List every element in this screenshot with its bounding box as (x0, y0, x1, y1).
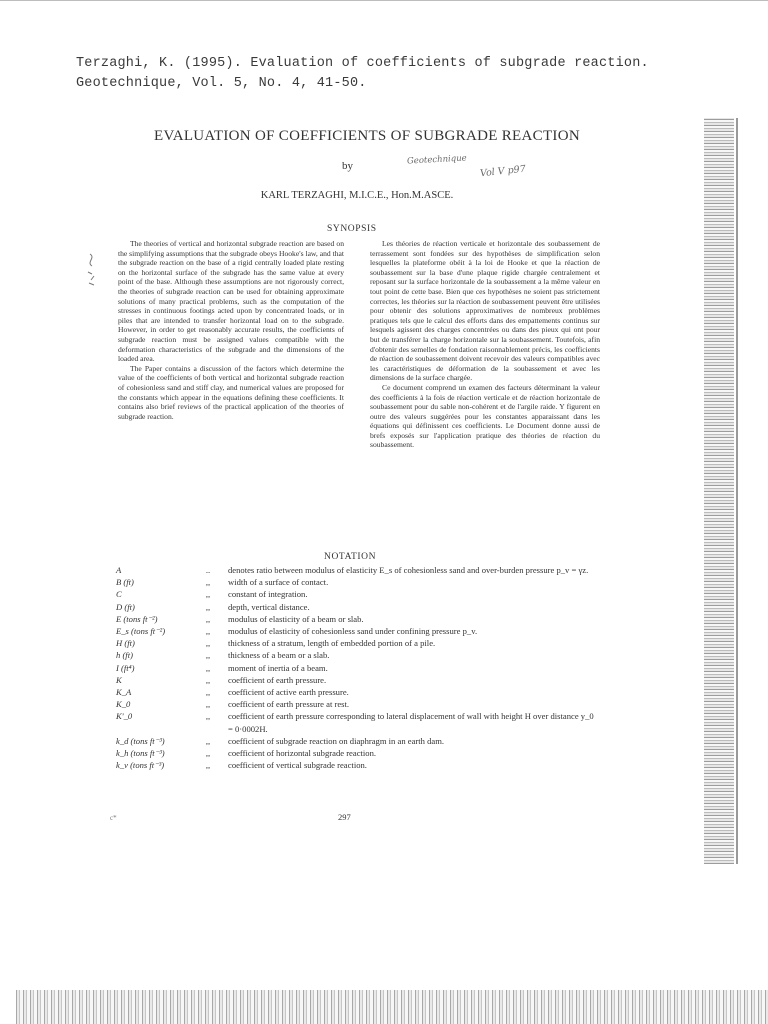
notation-symbol: H (ft) (116, 638, 135, 649)
notation-row (116, 588, 596, 600)
notation-symbol: E_s (tons ft⁻²) (116, 626, 166, 637)
synopsis-french (370, 239, 600, 450)
notation-ditto: ,, (205, 699, 211, 710)
notation-symbol: K_A (116, 687, 132, 698)
notation-definition: coefficient of subgrade reaction on diaphragm in an earth dam. (228, 735, 445, 746)
notation-symbol: K (116, 674, 122, 685)
notation-definition: thickness of a beam or a slab. (228, 650, 330, 661)
notation-definition: depth, vertical distance. (228, 601, 310, 612)
notation-ditto: ,, (205, 748, 211, 759)
notation-definition: modulus of elasticity of a beam or slab. (228, 613, 364, 624)
scan-bottom-noise (16, 990, 768, 1024)
notation-ditto: .. (205, 565, 211, 575)
notation-row (116, 613, 596, 625)
notation-ditto: ,, (205, 638, 211, 649)
notation-row (116, 601, 596, 613)
notation-symbol: D (ft) (116, 601, 135, 612)
notation-ditto: ,, (205, 674, 211, 685)
page-number: 297 (338, 812, 351, 822)
notation-symbol: A (116, 565, 122, 575)
handwritten-note-2: Vol V p97 (479, 163, 527, 180)
notation-list (116, 564, 596, 771)
notation-symbol: C (116, 589, 122, 600)
notation-ditto: ,, (205, 687, 211, 698)
scan-right-edge (704, 118, 734, 864)
citation-line-1: Terzaghi, K. (1995). Evaluation of coefficients of subgrade reaction. (76, 56, 649, 71)
notation-ditto: ,, (205, 613, 211, 624)
notation-definition: coefficient of active earth pressure. (228, 687, 349, 698)
notation-row (116, 637, 596, 649)
notation-definition: thickness of a stratum, length of embedded portion of a pile. (228, 638, 436, 649)
notation-row (116, 698, 596, 710)
notation-symbol: B (ft) (116, 577, 134, 588)
scan-right-edge-line (736, 118, 738, 864)
by-line: by (342, 160, 353, 172)
citation-line-2: Geotechnique, Vol. 5, No. 4, 41-50. (76, 76, 367, 91)
notation-row (116, 710, 596, 734)
notation-symbol: h (ft) (116, 650, 133, 661)
notation-ditto: ,, (205, 601, 211, 612)
notation-row (116, 625, 596, 637)
author-line: KARL TERZAGHI, M.I.C.E., Hon.M.ASCE. (260, 190, 454, 201)
notation-row (116, 662, 596, 674)
synopsis-heading: SYNOPSIS (327, 224, 377, 234)
notation-symbol: k_d (tons ft⁻³) (116, 735, 165, 746)
paper-title: EVALUATION OF COEFFICIENTS OF SUBGRADE REACTION (154, 128, 580, 144)
handwritten-note-1: Geotechnique (406, 153, 467, 167)
notation-row (116, 674, 596, 686)
notation-symbol: K_0 (116, 699, 131, 710)
notation-symbol: k_v (tons ft⁻³) (116, 760, 165, 771)
notation-definition: coefficient of earth pressure. (228, 674, 327, 685)
notation-ditto: ,, (205, 760, 211, 771)
notation-ditto: ,, (205, 650, 211, 661)
top-border-line (0, 0, 768, 1)
notation-symbol: K'_0 (116, 711, 133, 722)
notation-row (116, 564, 596, 576)
synopsis-english (118, 239, 344, 421)
synopsis-fr-paragraph-1: Les théories de réaction verticale et horizontale des soubassement de terrassement sont fondées sur des hypothèses de simplification selon lesquelles la plateforme obéit à la loi de Hooke et que la réaction de soubassement sur la base d'une plaque rigide chargée centralement et reposant sur la surface horizontale de la soubassement a la même valeur en tout point de cette base. Bien que ces hypothèses ne soient pas strictement correctes, les théories sur la réaction de soubassement peuvent être utilisées pour obtenir des solutions approximatives de nombreux problèmes pratiques tels que le calcul des efforts dans des empattements continus sur lesquels agissent des charges concentrées ou dans des pieux qui ont pour but de transférer la charge horizontale sur la soubassement. Toutefois, afin d'obtenir des semelles de fondation raisonnablement précis, les coefficients de réaction de soubassement doivent recevoir des valeurs compatibles avec les caractéristiques de déformation de la soubassement et avec les dimensions de la surface chargée. (370, 239, 600, 383)
notation-definition: coefficient of horizontal subgrade reaction. (228, 748, 377, 759)
notation-ditto: ,, (205, 662, 211, 673)
notation-definition: modulus of elasticity of cohesionless sand under confining pressure p_v. (228, 626, 478, 637)
notation-definition: denotes ratio between modulus of elasticity E_s of cohesionless sand and over-burden pressure p_v = γz. (228, 565, 589, 575)
notation-ditto: ,, (205, 711, 211, 722)
notation-row (116, 747, 596, 759)
notation-row (116, 759, 596, 771)
notation-ditto: ,, (205, 589, 211, 600)
scanned-page (112, 108, 662, 828)
synopsis-en-paragraph-2: The Paper contains a discussion of the factors which determine the value of the coefficients of both vertical and horizontal subgrade reaction of cohesionless sand and stiff clay, and numerical values are proposed for the constants which appear in the equations defining these coefficients. It contains also brief reviews of the practical application of the theories of subgrade reaction. (118, 363, 344, 421)
notation-row (116, 649, 596, 661)
notation-definition: coefficient of earth pressure corresponding to lateral displacement of wall with height H over distance y_0 = 0·0002H. (228, 711, 594, 734)
notation-symbol: E (tons ft⁻²) (116, 613, 158, 624)
synopsis-en-paragraph-1: The theories of vertical and horizontal subgrade reaction are based on the simplifying assumptions that the subgrade obeys Hooke's law, and that the subgrade reaction on the base of a rigid centrally loaded plate resting on the horizontal surface of the subgrade has the same value at every point of the base. Although these assumptions are not rigorously correct, the theories of subgrade reaction can be used for obtaining approximate solutions of many practical problems, such as the computation of the stresses in continuous footings acted upon by concentrated loads, or in piles that are intended to transfer horizontal load on to the subgrade. However, in order to get reasonably accurate results, the coefficients of subgrade reaction must be assigned values compatible with the deformation characteristics of the subgrade and the dimensions of the loaded area. (118, 239, 344, 364)
notation-symbol: k_h (tons ft⁻³) (116, 748, 165, 759)
notation-symbol: I (ft⁴) (116, 662, 135, 673)
notation-definition: coefficient of earth pressure at rest. (228, 699, 350, 710)
margin-scribble (84, 250, 102, 292)
notation-row (116, 735, 596, 747)
notation-definition: moment of inertia of a beam. (228, 662, 328, 673)
notation-ditto: ,, (205, 577, 211, 588)
synopsis-fr-paragraph-2: Ce document comprend un examen des facteurs déterminant la valeur des coefficients à la fois de réaction verticale et de réaction horizontale de soubassement pour du sable non-cohérent et de l'argile raide. Y figurent en outre des valeurs suggérées pour les constantes apparaissant dans les équations qui définissent ces coefficients. Le Document donne aussi de brefs exposés sur l'application pratique des théories de réaction du soubassement. (370, 382, 600, 450)
notation-heading: NOTATION (324, 552, 377, 562)
notation-definition: coefficient of vertical subgrade reaction. (228, 760, 367, 771)
notation-ditto: ,, (205, 626, 211, 637)
page-mark: c* (110, 814, 117, 822)
notation-row (116, 576, 596, 588)
notation-definition: constant of integration. (228, 589, 308, 600)
notation-row (116, 686, 596, 698)
notation-ditto: ,, (205, 735, 211, 746)
margin-scribble-icon (84, 250, 102, 290)
notation-definition: width of a surface of contact. (228, 577, 329, 588)
